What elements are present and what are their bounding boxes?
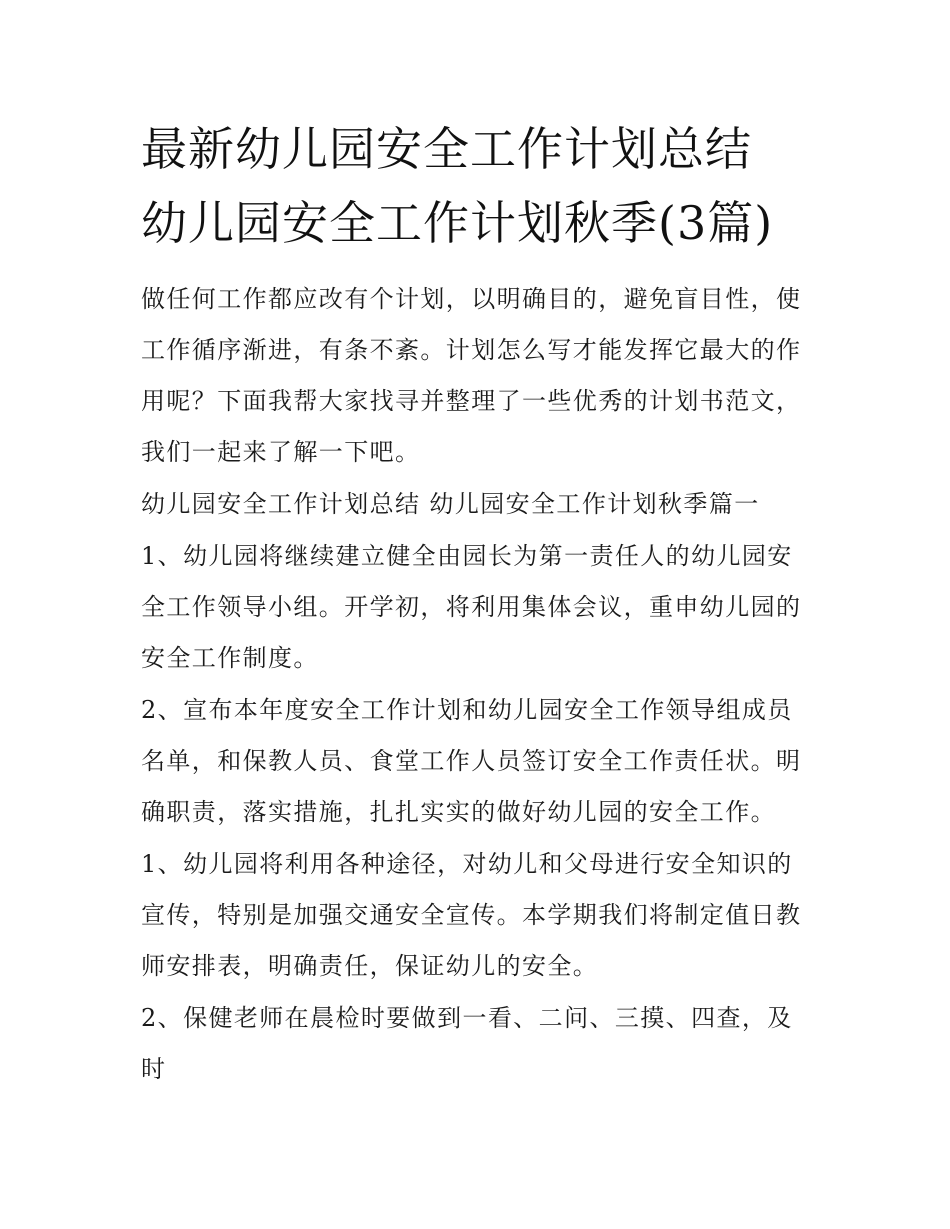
paragraph-item: 2、保健老师在晨检时要做到一看、二问、三摸、四查，及时	[141, 1004, 793, 1083]
paragraph-item: 2、宣布本年度安全工作计划和幼儿园安全工作领导组成员名单，和保教人员、食堂工作人员签订安全工作责任状。明确职责，落实措施，扎扎实实的做好幼儿园的安全工作。	[141, 696, 802, 826]
paragraph-intro: 做任何工作都应改有个计划，以明确目的，避免盲目性，使工作循序渐进，有条不紊。计划怎么写才能发挥它最大的作用呢？下面我帮大家找寻并整理了一些优秀的计划书范文，我们一起来了解一下吧。	[141, 285, 802, 466]
paragraph-item: 1、幼儿园将利用各种途径，对幼儿和父母进行安全知识的宣传，特别是加强交通安全宣传。本学期我们将制定值日教师安排表，明确责任，保证幼儿的安全。	[141, 850, 802, 980]
paragraph-item: 1、幼儿园将继续建立健全由园长为第一责任人的幼儿园安全工作领导小组。开学初，将利用集体会议，重申幼儿园的安全工作制度。	[141, 542, 802, 672]
document-content	[141, 112, 813, 1096]
document-title: 最新幼儿园安全工作计划总结 幼儿园安全工作计划秋季(3篇)	[141, 122, 774, 250]
section-heading: 幼儿园安全工作计划总结 幼儿园安全工作计划秋季篇一	[141, 490, 760, 518]
